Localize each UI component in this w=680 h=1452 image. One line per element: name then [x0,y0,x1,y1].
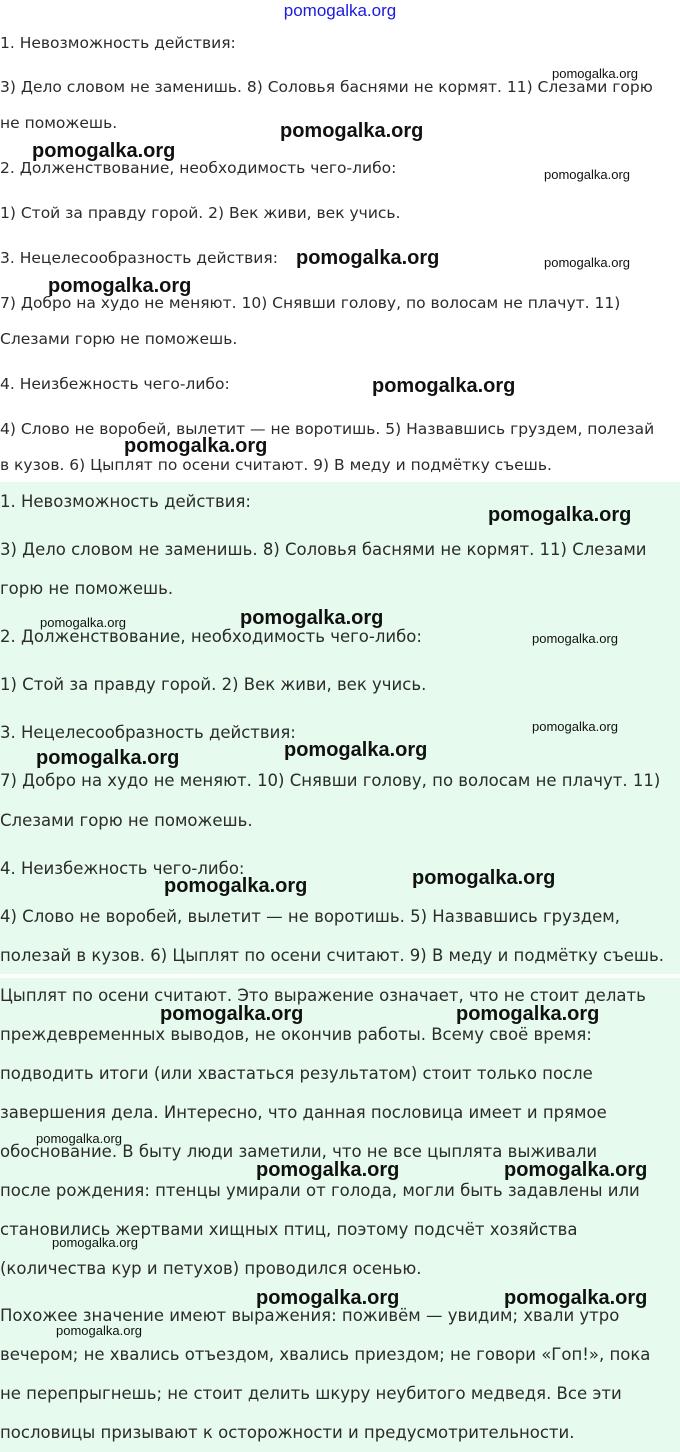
watermark: pomogalka.org [56,1323,142,1338]
s3-line-6: после рождения: птенцы умирали от голода, могли быть задавлены или [0,1181,640,1200]
header-watermark: pomogalka.org [283,1,397,20]
s3-line-2: преждевременных выводов, не окончив работы. Всему своё время: [0,1025,592,1044]
s3-line-4: завершения дела. Интересно, что данная пословица имеет и прямое [0,1103,607,1122]
s2-line-6: 3. Нецелесообразность действия: [0,723,296,742]
s2-line-8: Слезами горю не поможешь. [0,811,253,830]
watermark: pomogalka.org [36,1131,122,1146]
s1-line-2: 3) Дело словом не заменишь. 8) Соловья баснями не кормят. 11) Слезами горю [0,78,653,96]
watermark: pomogalka.org [488,504,632,526]
s2-line-11: полезай в кузов. 6) Цыплят по осени считают. 9) В меду и подмётку съешь. [0,946,664,965]
watermark: pomogalka.org [532,719,618,734]
watermark: pomogalka.org [256,1159,400,1181]
watermark: pomogalka.org [456,1003,600,1025]
s2-line-4: 2. Долженствование, необходимость чего-либо: [0,627,422,646]
s2-line-2: 3) Дело словом не заменишь. 8) Соловья баснями не кормят. 11) Слезами [0,540,647,559]
s3-line-10: вечером; не хвались отъездом, хвались приездом; не говори «Гоп!», пока [0,1345,651,1364]
s1-line-6: 3. Нецелесообразность действия: [0,249,278,267]
s2-line-9: 4. Неизбежность чего-либо: [0,859,245,878]
watermark: pomogalka.org [280,120,424,142]
watermark: pomogalka.org [40,615,126,630]
s3-line-11: не перепрыгнешь; не стоит делить шкуру неубитого медведя. Все эти [0,1384,622,1403]
s1-line-4: 2. Долженствование, необходимость чего-либо: [0,159,397,177]
watermark: pomogalka.org [544,167,630,182]
s1-line-3: не поможешь. [0,114,118,132]
watermark: pomogalka.org [164,875,308,897]
watermark: pomogalka.org [552,66,638,81]
s2-line-3: горю не поможешь. [0,579,174,598]
watermark: pomogalka.org [532,631,618,646]
watermark: pomogalka.org [48,275,192,297]
s1-line-7: 7) Добро на худо не меняют. 10) Снявши голову, по волосам не плачут. 11) [0,294,621,312]
s2-line-1: 1. Невозможность действия: [0,492,251,511]
s3-line-1: Цыплят по осени считают. Это выражение означает, что не стоит делать [0,986,646,1005]
s1-line-11: в кузов. 6) Цыплят по осени считают. 9) В меду и подмётку съешь. [0,456,552,474]
s3-line-9: Похожее значение имеют выражения: поживём — увидим; хвали утро [0,1306,620,1325]
s2-line-5: 1) Стой за правду горой. 2) Век живи, век учись. [0,675,427,694]
watermark: pomogalka.org [412,867,556,889]
s3-line-7: становились жертвами хищных птиц, поэтому подсчёт хозяйства [0,1220,578,1239]
s1-line-5: 1) Стой за правду горой. 2) Век живи, век учись. [0,204,401,222]
s3-line-3: подводить итоги (или хвастаться результатом) стоит только после [0,1064,593,1083]
watermark: pomogalka.org [240,607,384,629]
watermark: pomogalka.org [256,1287,400,1309]
s2-line-10: 4) Слово не воробей, вылетит — не воротишь. 5) Назвавшись груздем, [0,907,620,926]
s1-line-1: 1. Невозможность действия: [0,34,236,52]
s1-line-10: 4) Слово не воробей, вылетит — не воротишь. 5) Назвавшись груздем, полезай [0,420,655,438]
watermark: pomogalka.org [296,247,440,269]
watermark: pomogalka.org [36,747,180,769]
s3-line-5: обоснование. В быту люди заметили, что не все цыплята выживали [0,1142,598,1161]
watermark: pomogalka.org [160,1003,304,1025]
s1-line-9: 4. Неизбежность чего-либо: [0,375,230,393]
s3-line-8: (количества кур и петухов) проводился осенью. [0,1259,422,1278]
s1-line-8: Слезами горю не поможешь. [0,330,238,348]
s3-line-12: пословицы призывают к осторожности и предусмотрительности. [0,1423,575,1442]
watermark: pomogalka.org [32,140,176,162]
watermark: pomogalka.org [504,1287,648,1309]
watermark: pomogalka.org [504,1159,648,1181]
watermark: pomogalka.org [124,435,268,457]
watermark: pomogalka.org [52,1235,138,1250]
watermark: pomogalka.org [372,375,516,397]
watermark: pomogalka.org [544,255,630,270]
s2-line-7: 7) Добро на худо не меняют. 10) Снявши голову, по волосам не плачут. 11) [0,771,661,790]
watermark: pomogalka.org [284,739,428,761]
section-3 [0,978,680,1452]
